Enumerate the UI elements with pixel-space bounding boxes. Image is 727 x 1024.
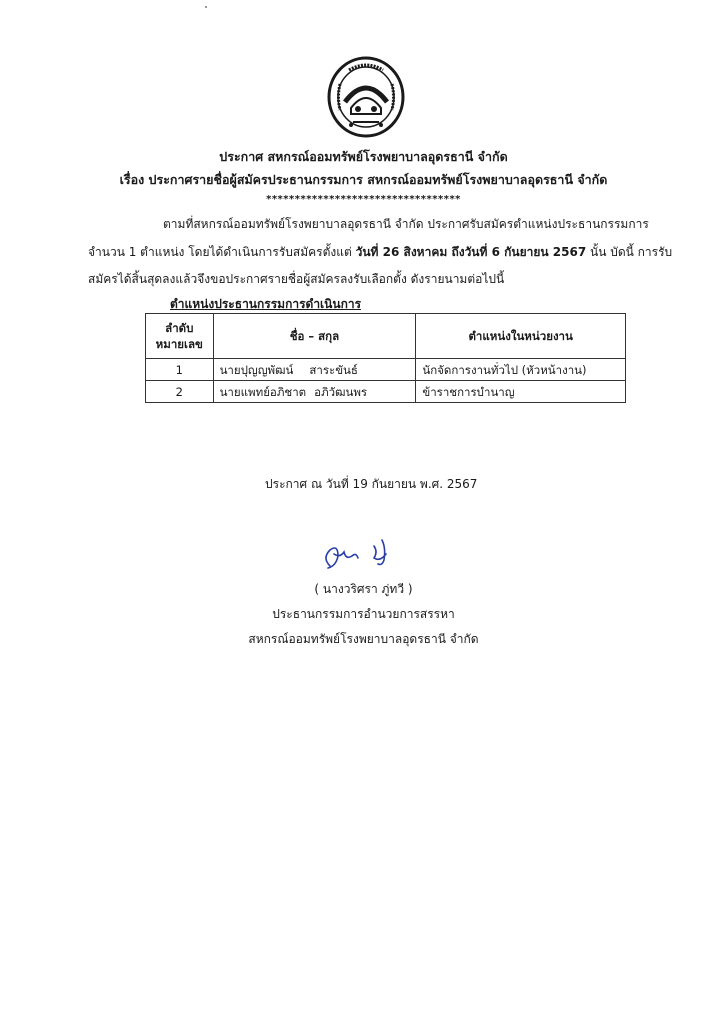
candidate-table	[145, 313, 626, 403]
row-number: 2	[146, 381, 214, 403]
body-line-2-start: จำนวน 1 ตำแหน่ง โดยได้ดำเนินการรับสมัครตั้งแต่	[88, 245, 356, 259]
row-last-name: สาระขันธ์	[309, 362, 358, 377]
row-position: นักจัดการงานทั่วไป (หัวหน้างาน)	[416, 359, 626, 381]
body-line-2-end: นั้น บัดนี้ การรับ	[586, 245, 673, 259]
header-number	[146, 314, 214, 359]
body-line-3: สมัครได้สิ้นสุดลงแล้วจึงขอประกาศรายชื่อผู้สมัครลงรับเลือกตั้ง ดังรายนามต่อไปนี้	[88, 272, 505, 286]
announcement-title: ประกาศ สหกรณ์ออมทรัพย์โรงพยาบาลอุดรธานี จำกัด	[219, 149, 508, 164]
row-last-name: อภิวัฒนพร	[314, 384, 368, 399]
row-name	[213, 359, 416, 381]
cooperative-seal-logo	[327, 56, 405, 138]
separator-stars: **********************************	[266, 194, 461, 205]
header-number-line-1: ลำดับ	[165, 321, 194, 335]
body-line-1: ตามที่สหกรณ์ออมทรัพย์โรงพยาบาลอุดรธานี จำกัด ประกาศรับสมัครตำแหน่งประธานกรรมการ	[163, 217, 649, 231]
signer-organization: สหกรณ์ออมทรัพย์โรงพยาบาลอุดรธานี จำกัด	[248, 632, 479, 646]
announcement-subject: เรื่อง ประกาศรายชื่อผู้สมัครประธานกรรมการ สหกรณ์ออมทรัพย์โรงพยาบาลอุดรธานี จำกัด	[119, 172, 608, 187]
table-row	[146, 381, 626, 403]
signer-position: ประธานกรรมการอำนวยการสรรหา	[272, 607, 455, 621]
header-name: ชื่อ – สกุล	[213, 314, 416, 359]
row-name	[213, 381, 416, 403]
announcement-date: ประกาศ ณ วันที่ 19 กันยายน พ.ศ. 2567	[265, 477, 478, 491]
signer-name: ( นางวริศรา ภู่ทวี )	[314, 582, 413, 596]
row-first-name: นายปุญญพัฒน์	[219, 362, 294, 377]
table-header-row	[146, 314, 626, 359]
row-position: ข้าราชการบำนาญ	[416, 381, 626, 403]
body-line-2	[88, 244, 698, 260]
scan-speck	[205, 6, 207, 8]
application-period: วันที่ 26 สิงหาคม ถึงวันที่ 6 กันยายน 2567	[355, 245, 587, 259]
row-number: 1	[146, 359, 214, 381]
table-row	[146, 359, 626, 381]
header-position: ตำแหน่งในหน่วยงาน	[416, 314, 626, 359]
row-first-name: นายแพทย์อภิชาต	[219, 384, 307, 399]
handwritten-signature	[316, 532, 400, 576]
header-number-line-2: หมายเลข	[155, 337, 203, 351]
section-heading: ตำแหน่งประธานกรรมการดำเนินการ	[170, 297, 362, 311]
